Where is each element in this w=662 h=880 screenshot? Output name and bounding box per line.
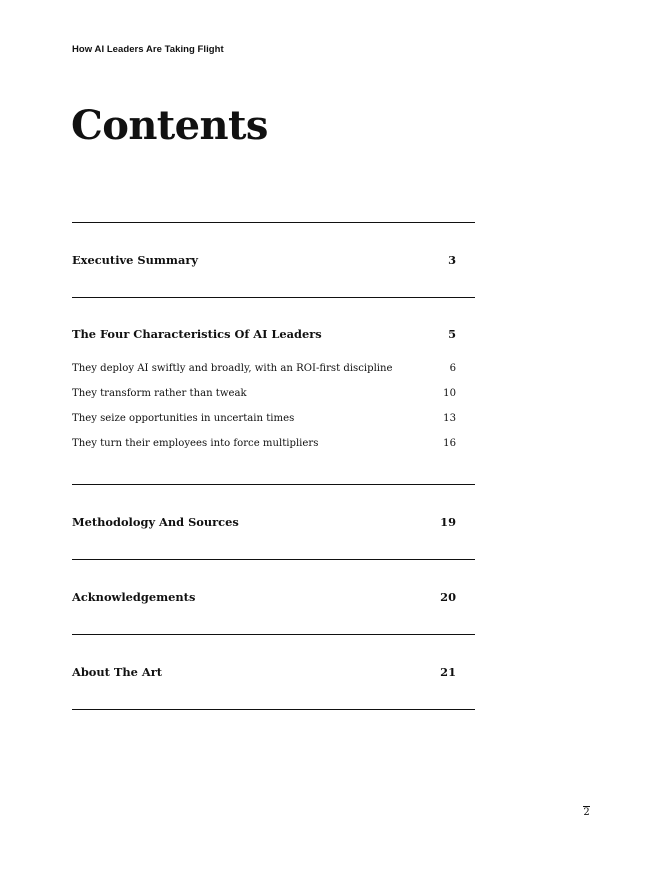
toc-entry-label: Acknowledgements: [72, 590, 196, 604]
toc-sub-entry[interactable]: [72, 431, 475, 456]
toc-section-methodology: [72, 484, 475, 559]
toc-entry[interactable]: [72, 635, 475, 709]
toc-sub-entry[interactable]: [72, 406, 475, 431]
toc-section-about-the-art: [72, 634, 475, 710]
toc-entry[interactable]: [72, 560, 475, 634]
table-of-contents: [72, 222, 475, 710]
toc-sub-entry-label: They deploy AI swiftly and broadly, with an ROI-first discipline: [72, 363, 393, 374]
toc-entry-page: 19: [440, 515, 456, 529]
toc-entry-page: 3: [448, 253, 456, 267]
toc-sub-entry-label: They transform rather than tweak: [72, 388, 247, 399]
toc-sub-entry-page: 10: [443, 388, 456, 399]
toc-entry-page: 21: [440, 665, 456, 679]
toc-entry-label: About The Art: [72, 665, 162, 679]
toc-entry-label: Methodology And Sources: [72, 515, 239, 529]
toc-entry-page: 20: [440, 590, 456, 604]
toc-sub-entry-page: 16: [443, 438, 456, 449]
toc-entry[interactable]: [72, 223, 475, 297]
toc-entry-page: 5: [448, 327, 456, 341]
toc-section-four-characteristics: [72, 297, 475, 484]
running-header: How AI Leaders Are Taking Flight: [72, 44, 224, 55]
toc-sub-entry[interactable]: [72, 356, 475, 381]
toc-sub-list: [72, 356, 475, 484]
page-title: Contents: [71, 102, 268, 149]
toc-entry-label: Executive Summary: [72, 253, 198, 267]
toc-sub-entry-page: 13: [443, 413, 456, 424]
toc-sub-entry-page: 6: [449, 363, 456, 374]
toc-sub-entry[interactable]: [72, 381, 475, 406]
toc-entry-label: The Four Characteristics Of AI Leaders: [72, 327, 322, 341]
page-number: 2: [583, 807, 590, 818]
toc-entry[interactable]: [72, 485, 475, 559]
toc-section-executive-summary[interactable]: [72, 222, 475, 297]
toc-section-acknowledgements: [72, 559, 475, 634]
toc-sub-entry-label: They turn their employees into force multipliers: [72, 438, 319, 449]
toc-sub-entry-label: They seize opportunities in uncertain times: [72, 413, 295, 424]
